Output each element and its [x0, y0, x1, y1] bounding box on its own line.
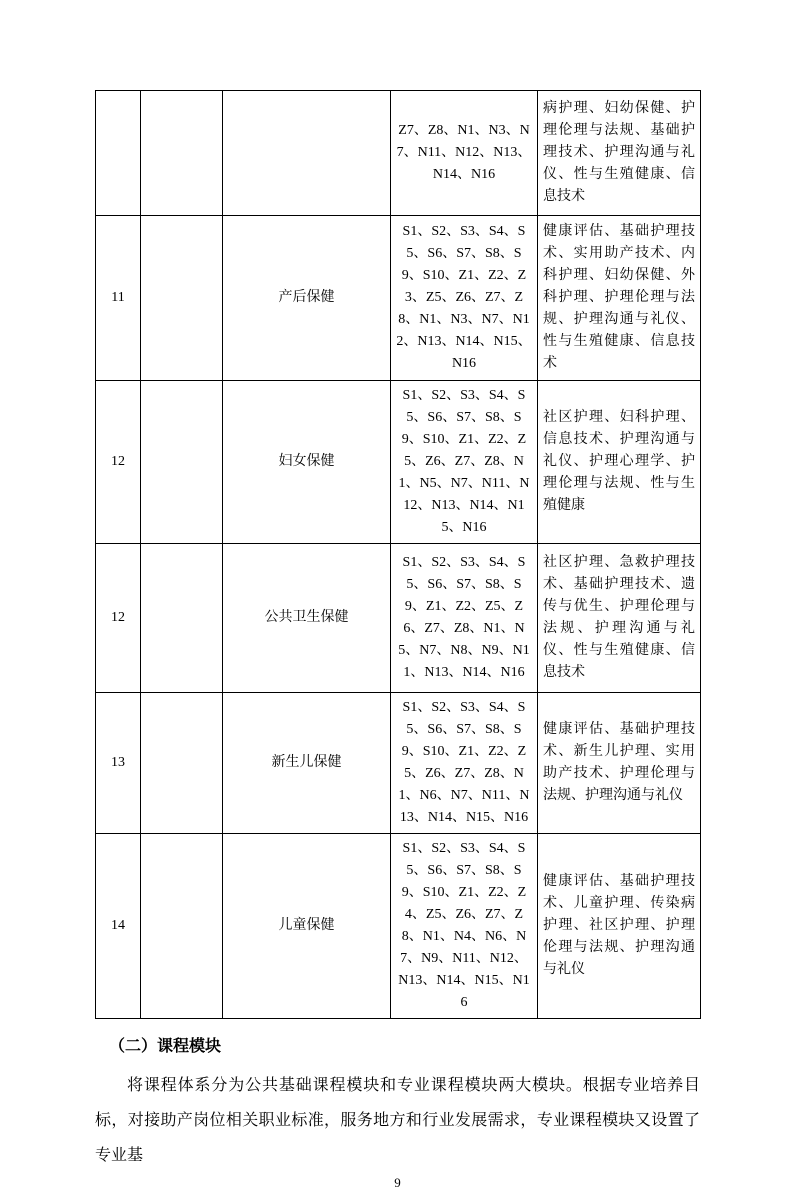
row-no: 14 [96, 834, 141, 1019]
jobs-table [95, 90, 701, 1019]
table-row [96, 544, 701, 693]
row-category [141, 693, 223, 834]
row-category [141, 91, 223, 216]
row-codes: Z7、Z8、N1、N3、N7、N11、N12、N13、N14、N16 [391, 91, 538, 216]
row-courses: 社区护理、妇科护理、信息技术、护理沟通与礼仪、护理心理学、护理伦理与法规、性与生殖健康 [538, 381, 701, 544]
row-no [96, 91, 141, 216]
table-row [96, 381, 701, 544]
row-job [223, 91, 391, 216]
row-courses: 健康评估、基础护理技术、新生儿护理、实用助产技术、护理伦理与法规、护理沟通与礼仪 [538, 693, 701, 834]
row-no: 12 [96, 381, 141, 544]
table-row [96, 693, 701, 834]
row-category [141, 216, 223, 381]
row-no: 12 [96, 544, 141, 693]
page-number: 9 [394, 1175, 401, 1190]
row-courses: 健康评估、基础护理技术、实用助产技术、内科护理、妇幼保健、外科护理、护理伦理与法规、护理沟通与礼仪、性与生殖健康、信息技术 [538, 216, 701, 381]
row-category [141, 381, 223, 544]
row-job: 儿童保健 [223, 834, 391, 1019]
row-job: 产后保健 [223, 216, 391, 381]
row-job: 新生儿保健 [223, 693, 391, 834]
table-row [96, 91, 701, 216]
row-no: 11 [96, 216, 141, 381]
row-codes: S1、S2、S3、S4、S5、S6、S7、S8、S9、S10、Z1、Z2、Z5、Z6、Z7、Z8、N1、N6、N7、N11、N13、N14、N15、N16 [391, 693, 538, 834]
body-paragraph: 将课程体系分为公共基础课程模块和专业课程模块两大模块。根据专业培养目标，对接助产岗位相关职业标准，服务地方和行业发展需求，专业课程模块又设置了专业基 [95, 1077, 700, 1164]
row-courses: 健康评估、基础护理技术、儿童护理、传染病护理、社区护理、护理伦理与法规、护理沟通与礼仪 [538, 834, 701, 1019]
row-courses: 病护理、妇幼保健、护理伦理与法规、基础护理技术、护理沟通与礼仪、性与生殖健康、信息技术 [538, 91, 701, 216]
table-row [96, 834, 701, 1019]
table-row [96, 216, 701, 381]
section-heading: （二）课程模块 [109, 1038, 222, 1055]
row-job: 妇女保健 [223, 381, 391, 544]
row-codes: S1、S2、S3、S4、S5、S6、S7、S8、S9、S10、Z1、Z2、Z3、Z5、Z6、Z7、Z8、N1、N3、N7、N12、N13、N14、N15、N16 [391, 216, 538, 381]
row-codes: S1、S2、S3、S4、S5、S6、S7、S8、S9、S10、Z1、Z2、Z5、Z6、Z7、Z8、N1、N5、N7、N11、N12、N13、N14、N15、N16 [391, 381, 538, 544]
row-category [141, 834, 223, 1019]
row-courses: 社区护理、急救护理技术、基础护理技术、遗传与优生、护理伦理与法规、护理沟通与礼仪、性与生殖健康、信息技术 [538, 544, 701, 693]
row-no: 13 [96, 693, 141, 834]
row-job: 公共卫生保健 [223, 544, 391, 693]
row-category [141, 544, 223, 693]
row-codes: S1、S2、S3、S4、S5、S6、S7、S8、S9、Z1、Z2、Z5、Z6、Z7、Z8、N1、N5、N7、N8、N9、N11、N13、N14、N16 [391, 544, 538, 693]
row-codes: S1、S2、S3、S4、S5、S6、S7、S8、S9、S10、Z1、Z2、Z4、Z5、Z6、Z7、Z8、N1、N4、N6、N7、N9、N11、N12、N13、N14、N15、N16 [391, 834, 538, 1019]
